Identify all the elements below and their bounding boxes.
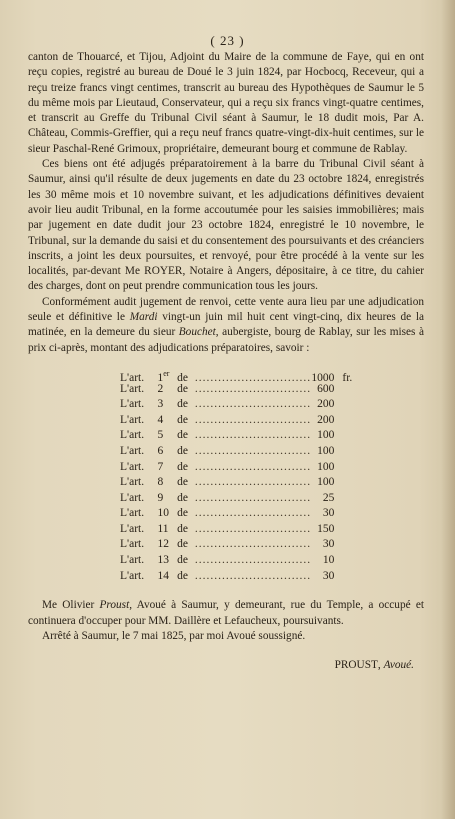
article-label: L'art. <box>120 491 145 504</box>
amount: 200 <box>317 413 335 426</box>
table-row <box>120 569 370 585</box>
de-word: de <box>177 460 189 473</box>
article-label: L'art. <box>120 371 145 384</box>
amount: 1000 <box>311 371 335 384</box>
amount: 30 <box>322 507 335 520</box>
document-body <box>28 50 424 673</box>
article-number <box>157 506 177 521</box>
amount: 100 <box>317 460 335 473</box>
article-number-value: 7 <box>157 460 164 473</box>
de-word: de <box>177 476 189 489</box>
signature-title: Avoué. <box>383 659 414 672</box>
de-word: de <box>177 413 189 426</box>
article-number <box>157 491 177 506</box>
amount: 150 <box>317 522 335 535</box>
table-row <box>120 366 370 382</box>
article-number <box>157 397 177 412</box>
paragraph-3-part-3: , aubergiste, bourg de Rablay, sur les mises à prix ci-après, montant des adjudications préparatoires, savoir : <box>28 326 424 354</box>
leader-dots: .............................. <box>194 371 312 384</box>
article-number-value: 2 <box>157 382 164 395</box>
table-row <box>120 444 370 460</box>
leader-dots: .............................. <box>194 460 312 473</box>
article-label: L'art. <box>120 569 145 582</box>
article-number-value: 14 <box>157 569 169 582</box>
de-word: de <box>177 398 189 411</box>
table-row <box>120 460 370 476</box>
article-number-value: 6 <box>157 444 164 457</box>
de-word: de <box>177 538 189 551</box>
de-word: de <box>177 444 189 457</box>
article-label: L'art. <box>120 429 145 442</box>
table-row <box>120 491 370 507</box>
de-word: de <box>177 507 189 520</box>
article-number <box>157 522 177 537</box>
article-number <box>157 382 177 397</box>
table-row <box>120 382 370 398</box>
de-word: de <box>177 371 189 384</box>
de-word: de <box>177 382 189 395</box>
table-row <box>120 553 370 569</box>
amount: 100 <box>317 476 335 489</box>
table-row <box>120 397 370 413</box>
article-number <box>157 553 177 568</box>
paragraph-4-part-1: Me Olivier <box>42 599 100 612</box>
paragraph-4 <box>28 598 424 629</box>
de-word: de <box>177 429 189 442</box>
leader-dots: .............................. <box>194 507 312 520</box>
paragraph-4-part-2: , Avoué à Saumur, y demeurant, rue du Temple, a occupé et continuera d'occuper pour MM. Daillère et Lefaucheux, poursuivants. <box>28 599 424 627</box>
leader-dots: .............................. <box>194 522 312 535</box>
leader-dots: .............................. <box>194 444 312 457</box>
table-row <box>120 428 370 444</box>
table-row <box>120 413 370 429</box>
article-label: L'art. <box>120 507 145 520</box>
page-edge-shadow <box>441 0 455 819</box>
name-proust: Proust <box>99 599 130 612</box>
article-number-value: 4 <box>157 413 164 426</box>
amount: 10 <box>322 554 335 567</box>
article-label: L'art. <box>120 538 145 551</box>
article-label: L'art. <box>120 398 145 411</box>
article-number-value: 5 <box>157 429 164 442</box>
day-mardi: Mardi <box>129 311 158 324</box>
article-number-value: 8 <box>157 476 164 489</box>
article-number <box>157 460 177 475</box>
amount: 30 <box>322 538 335 551</box>
article-number-value: 12 <box>157 538 169 551</box>
paragraph-3 <box>28 295 424 356</box>
amount: 600 <box>317 382 335 395</box>
leader-dots: .............................. <box>194 476 312 489</box>
leader-dots: .............................. <box>194 429 312 442</box>
currency-unit: fr. <box>342 371 353 384</box>
leader-dots: .............................. <box>194 554 312 567</box>
article-label: L'art. <box>120 460 145 473</box>
paragraph-1: canton de Thouarcé, et Tijou, Adjoint du Maire de la commune de Faye, qui en ont reçu copies, registré au bureau de Doué le 3 juin 1824, par Hocbocq, Receveur, qui a reçu treize francs vingt centimes, transcrit au bureau des Hypothèques de Saumur le 5 du même mois par Lieutaud, Conservateur, qui a reçu six francs vingt-quatre centimes, et transcrit au Greffe du Tribunal Civil séant à Saumur, le 18 dudit mois, Par A. Château, Commis-Greffier, qui a reçu neuf francs quatre-vingt-dix-huit centimes, sur le sieur Paschal-René Grimoux, propriétaire, demeurant bourg et commune de Rablay. <box>28 51 424 155</box>
article-label: L'art. <box>120 382 145 395</box>
article-number <box>157 475 177 490</box>
amount: 100 <box>317 444 335 457</box>
article-number <box>157 413 177 428</box>
page-number: ( 23 ) <box>210 33 245 48</box>
amount: 200 <box>317 398 335 411</box>
closing-line: Arrêté à Saumur, le 7 mai 1825, par moi Avoué soussigné. <box>42 629 306 642</box>
de-word: de <box>177 554 189 567</box>
article-number-value: 11 <box>157 522 169 535</box>
signature: PROUST, Avoué. <box>334 659 414 672</box>
article-number-value: 10 <box>157 507 169 520</box>
amount: 30 <box>322 569 335 582</box>
article-label: L'art. <box>120 413 145 426</box>
table-row <box>120 506 370 522</box>
article-number-value: 3 <box>157 398 164 411</box>
amount: 25 <box>322 491 335 504</box>
article-number <box>157 444 177 459</box>
article-label: L'art. <box>120 522 145 535</box>
article-number-value: 9 <box>157 491 164 504</box>
leader-dots: .............................. <box>194 413 312 426</box>
table-row <box>120 475 370 491</box>
article-label: L'art. <box>120 444 145 457</box>
price-table <box>120 366 370 584</box>
article-number-value: 13 <box>157 554 169 567</box>
leader-dots: .............................. <box>194 398 312 411</box>
article-number <box>157 428 177 443</box>
leader-dots: .............................. <box>194 491 312 504</box>
leader-dots: .............................. <box>194 382 312 395</box>
article-label: L'art. <box>120 476 145 489</box>
article-number-suffix: er <box>163 368 170 378</box>
paragraph-3-part-1: Conformément audit jugement de renvoi, cette vente aura lieu par une adjudication seule et définitive le <box>28 295 424 324</box>
table-row <box>120 537 370 553</box>
leader-dots: .............................. <box>194 569 312 582</box>
leader-dots: .............................. <box>194 538 312 551</box>
article-number-value: 1 <box>157 371 164 384</box>
name-bouchet: Bouchet <box>178 326 216 339</box>
amount: 100 <box>317 429 335 442</box>
paragraph-3-part-2: vingt-un juin mil huit cent vingt-cinq, dix heures de la matinée, en la demeure du sieur <box>28 311 424 339</box>
article-label: L'art. <box>120 554 145 567</box>
de-word: de <box>177 491 189 504</box>
article-number <box>157 569 177 584</box>
signature-name: PROUST <box>334 659 378 672</box>
de-word: de <box>177 569 189 582</box>
de-word: de <box>177 522 189 535</box>
article-number <box>157 537 177 552</box>
table-row <box>120 522 370 538</box>
paragraph-2: Ces biens ont été adjugés préparatoirement à la barre du Tribunal Civil séant à Saumur, ainsi qu'il résulte de deux jugements en date du 23 octobre 1824, enregistrés les 30 même mois et 10 novembre suivant, et les adjudications définitives devaient avoir lieu audit Tribunal, en la forme accoutumée pour les saisies immobilières; mais par jugement en date dudit jour 23 octobre 1824, enregistré le 10 novembre, le Tribunal, sur la demande du saisi et du consentement des poursuivants et des créanciers inscrits, a joint les deux poursuites, et renvoyé, pour être procédé à la vente sur les localités, par-devant Me ROYER, Notaire à Angers, dépositaire, à ce titre, du cahier des charges, dont on peut prendre communication tous les jours. <box>28 158 424 293</box>
